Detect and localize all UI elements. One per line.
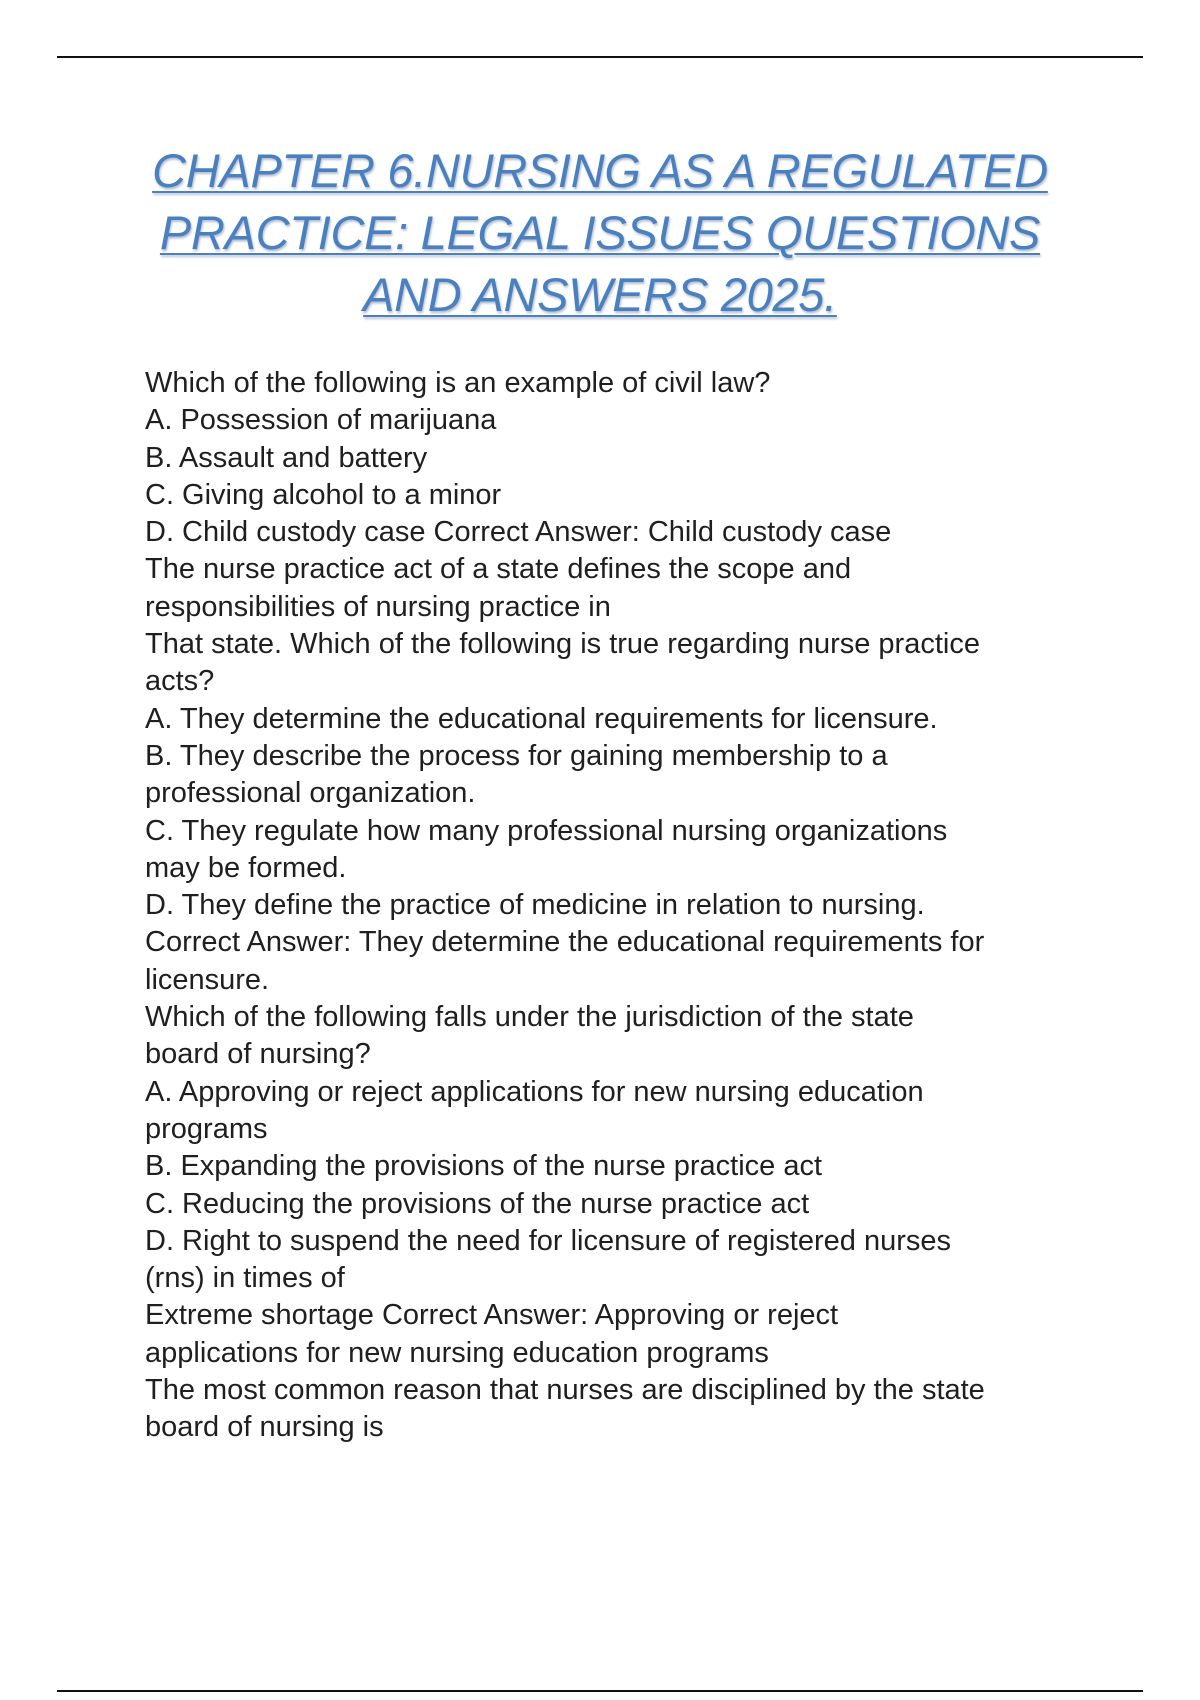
- text-line: professional organization.: [145, 777, 476, 810]
- text-line: responsibilities of nursing practice in: [145, 590, 611, 623]
- text-line: programs: [145, 1112, 268, 1145]
- answer-line: D. Child custody case Correct Answer: Child custody case: [145, 516, 892, 549]
- question-2: The nurse practice act of a state defines the scope and: [145, 553, 852, 586]
- option-line: C. Reducing the provisions of the nurse practice act: [145, 1187, 810, 1220]
- option-line: A. They determine the educational requirements for licensure.: [145, 702, 938, 735]
- document-body: [145, 365, 1105, 1447]
- text-line: licensure.: [145, 963, 270, 996]
- question-4: The most common reason that nurses are disciplined by the state: [145, 1374, 985, 1407]
- bottom-divider: [57, 1690, 1143, 1692]
- option-line: C. They regulate how many professional nursing organizations: [145, 814, 948, 847]
- title-line: CHAPTER 6.NURSING AS A REGULATED: [152, 144, 1048, 197]
- text-line: applications for new nursing education programs: [145, 1336, 769, 1369]
- document-title: [100, 140, 1100, 326]
- text-line: board of nursing is: [145, 1411, 384, 1444]
- text-line: acts?: [145, 665, 215, 698]
- text-line: may be formed.: [145, 851, 347, 884]
- answer-line: Correct Answer: They determine the educational requirements for: [145, 926, 985, 959]
- title-line: AND ANSWERS 2025.: [363, 268, 837, 321]
- question-3: Which of the following falls under the jurisdiction of the state: [145, 1001, 914, 1034]
- text-line: (rns) in times of: [145, 1262, 345, 1295]
- question-1: Which of the following is an example of civil law?: [145, 367, 771, 399]
- option-line: B. Assault and battery: [145, 441, 428, 474]
- option-line: B. They describe the process for gaining membership to a: [145, 739, 888, 772]
- text-line: board of nursing?: [145, 1038, 371, 1071]
- option-line: B. Expanding the provisions of the nurse practice act: [145, 1150, 823, 1183]
- top-divider: [57, 56, 1143, 58]
- option-line: D. Right to suspend the need for licensure of registered nurses: [145, 1224, 952, 1257]
- option-line: A. Possession of marijuana: [145, 404, 497, 437]
- answer-line: Extreme shortage Correct Answer: Approving or reject: [145, 1299, 839, 1332]
- option-line: C. Giving alcohol to a minor: [145, 478, 502, 511]
- title-line: PRACTICE: LEGAL ISSUES QUESTIONS: [159, 206, 1041, 259]
- option-line: A. Approving or reject applications for new nursing education: [145, 1075, 924, 1108]
- option-line: D. They define the practice of medicine in relation to nursing.: [145, 889, 925, 922]
- text-line: That state. Which of the following is true regarding nurse practice: [145, 628, 980, 661]
